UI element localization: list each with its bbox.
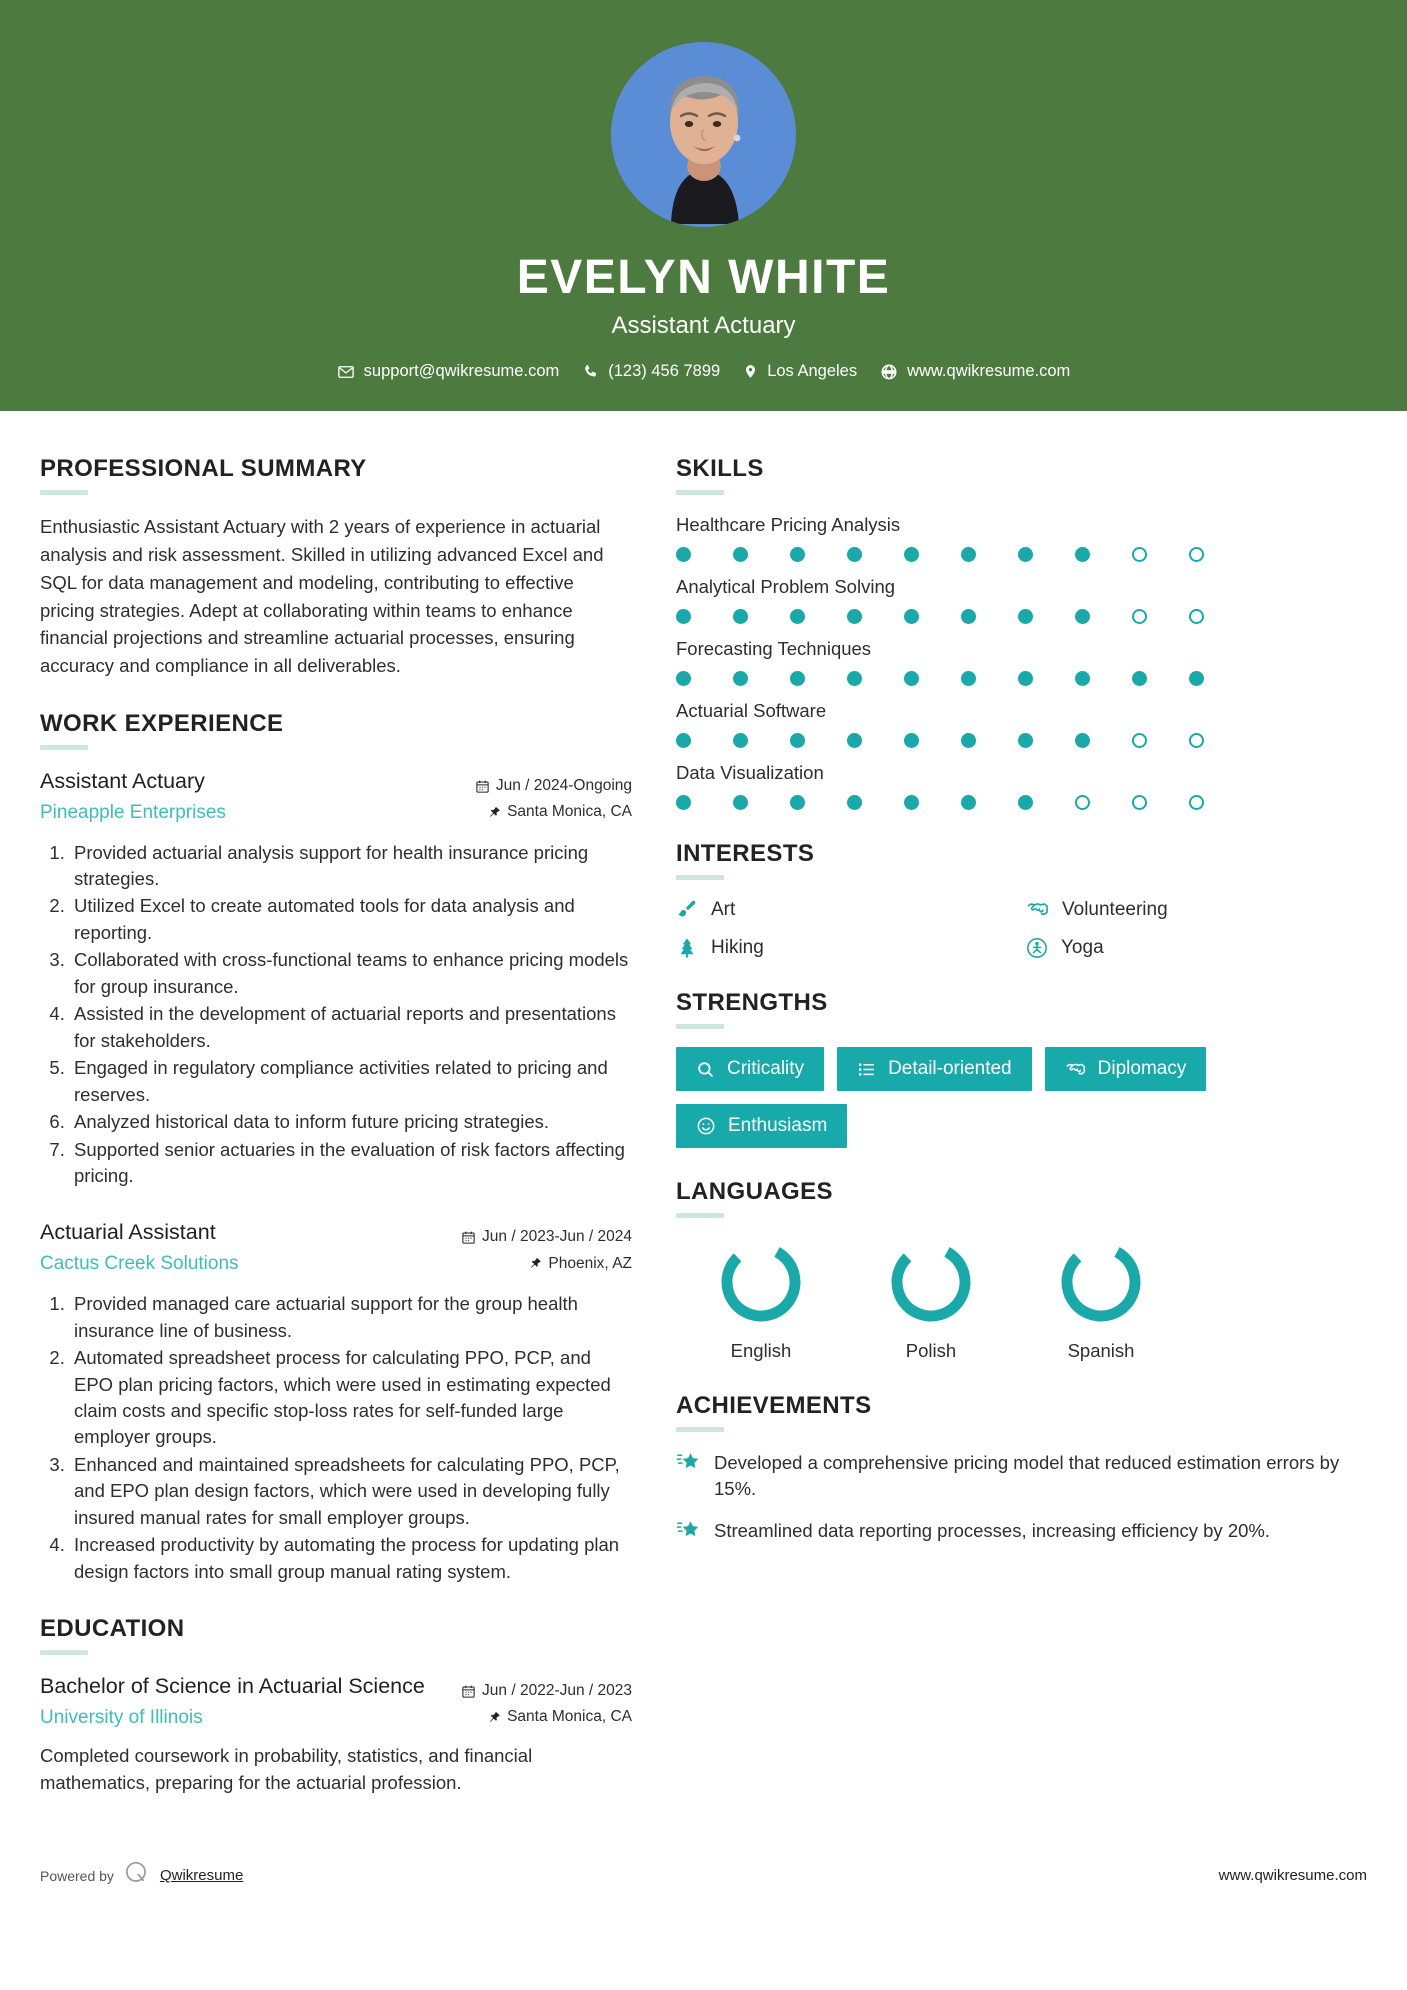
rating-dot-filled (790, 547, 805, 562)
rating-dot-filled (1075, 733, 1090, 748)
rating-dot-filled (961, 733, 976, 748)
language-label: Spanish (1067, 1340, 1135, 1362)
rating-dot-empty (1075, 795, 1090, 810)
strength-label: Enthusiasm (728, 1115, 828, 1137)
rating-dot-filled (904, 547, 919, 562)
skill-rating (676, 547, 1366, 562)
resume-body (0, 411, 1407, 1826)
list-item: 3. Collaborated with cross-functional teams to enhance pricing models for group insurance. (70, 947, 632, 1000)
work-location-row (475, 799, 632, 825)
achievement-text: Developed a comprehensive pricing model that reduced estimation errors by 15%. (714, 1452, 1340, 1500)
skill-label: Healthcare Pricing Analysis (676, 514, 901, 536)
education-dates-row (461, 1678, 632, 1704)
rating-dot-filled (847, 733, 862, 748)
rating-dot-filled (1075, 547, 1090, 562)
education-location: Santa Monica, CA (507, 1708, 632, 1726)
strength-badge-criticality[interactable] (676, 1047, 824, 1091)
work-company[interactable]: Cactus Creek Solutions (40, 1253, 239, 1275)
interest-label: Volunteering (1062, 898, 1168, 920)
work-dates-row (475, 773, 632, 799)
envelope-icon (337, 363, 355, 381)
work-bullets (40, 1291, 632, 1585)
qwikresume-logo-icon (124, 1860, 150, 1891)
language-donut-chart (885, 1236, 977, 1328)
achievement-text: Streamlined data reporting processes, increasing efficiency by 20%. (714, 1520, 1270, 1542)
rating-dot-empty (1132, 609, 1147, 624)
section-underline (676, 490, 724, 495)
job-role-subtitle: Assistant Actuary (611, 312, 796, 340)
list-item: 2. Utilized Excel to create automated tools for data analysis and reporting. (70, 893, 632, 946)
section-achievements (676, 1392, 1366, 1544)
rating-dot-filled (904, 609, 919, 624)
language-item (846, 1236, 1016, 1362)
powered-by-block (40, 1860, 243, 1891)
section-education (40, 1615, 632, 1796)
section-underline (40, 1650, 88, 1655)
avatar (611, 42, 796, 227)
skill-label: Forecasting Techniques (676, 638, 872, 660)
work-bullets (40, 840, 632, 1190)
star-icon (676, 1518, 700, 1542)
rating-dot-empty (1132, 733, 1147, 748)
section-title: LANGUAGES (676, 1178, 833, 1206)
strength-badge-detail-oriented[interactable] (837, 1047, 1032, 1091)
summary-text: Enthusiastic Assistant Actuary with 2 years of experience in actuarial analysis and risk assessment. Skilled in utilizing advanced Excel and SQL for data management and modeling, contributing to effective pricing strategies. Adept at collaborating within teams to enhance financial projections and streamline actuarial processes, ensuring accuracy and compliance in all deliverables. (40, 516, 604, 677)
rating-dot-filled (961, 609, 976, 624)
section-title: SKILLS (676, 455, 764, 483)
interest-item (1026, 898, 1366, 921)
section-interests (676, 840, 1366, 959)
list-item: 2. Automated spreadsheet process for calculating PPO, PCP, and EPO plan pricing factors, which were used in estimating expected claim costs and specific stop-loss rates for self-funded large employer groups. (70, 1345, 632, 1451)
rating-dot-empty (1132, 547, 1147, 562)
rating-dot-filled (1018, 609, 1033, 624)
rating-dot-filled (1075, 671, 1090, 686)
resume-header (0, 0, 1407, 411)
education-location-row (461, 1704, 632, 1730)
interest-label: Hiking (711, 937, 764, 959)
rating-dot-empty (1189, 733, 1204, 748)
rating-dot-empty (1132, 795, 1147, 810)
contact-bar (0, 362, 1407, 381)
work-company[interactable]: Pineapple Enterprises (40, 801, 226, 823)
contact-location-text: Los Angeles (767, 362, 858, 381)
right-column (676, 455, 1366, 1574)
rating-dot-filled (961, 795, 976, 810)
work-dates: Jun / 2024-Ongoing (495, 776, 632, 794)
language-donut-chart (715, 1236, 807, 1328)
education-entry (40, 1673, 632, 1796)
yoga-icon (1026, 937, 1048, 959)
rating-dot-empty (1189, 795, 1204, 810)
rating-dot-filled (790, 671, 805, 686)
rating-dot-filled (733, 733, 748, 748)
skill-item (676, 699, 1366, 748)
section-underline (676, 1024, 724, 1029)
contact-location (743, 362, 857, 381)
calendar-icon (461, 1684, 476, 1699)
education-dates: Jun / 2022-Jun / 2023 (482, 1682, 632, 1700)
page-footer (0, 1834, 1407, 1915)
rating-dot-filled (847, 547, 862, 562)
section-underline (676, 875, 724, 880)
rating-dot-filled (847, 671, 862, 686)
footer-url: www.qwikresume.com (1218, 1867, 1367, 1885)
strength-label: Criticality (727, 1058, 805, 1080)
rating-dot-filled (904, 795, 919, 810)
work-meta (461, 1219, 632, 1277)
skill-rating (676, 671, 1366, 686)
list-item: 6. Analyzed historical data to inform future pricing strategies. (70, 1109, 632, 1135)
skill-label: Analytical Problem Solving (676, 576, 896, 598)
rating-dot-filled (790, 609, 805, 624)
languages-list (676, 1236, 1366, 1362)
language-label: English (730, 1340, 792, 1362)
work-meta (475, 768, 632, 826)
section-title: WORK EXPERIENCE (40, 709, 284, 737)
list-item: 5. Engaged in regulatory compliance activities related to pricing and reserves. (70, 1055, 632, 1108)
tree-icon (676, 937, 698, 959)
section-underline (40, 745, 88, 750)
section-work-experience (40, 710, 632, 1585)
rating-dot-filled (733, 795, 748, 810)
skill-rating (676, 609, 1366, 624)
section-underline (676, 1427, 724, 1432)
rating-dot-filled (1132, 671, 1147, 686)
rating-dot-filled (1018, 547, 1033, 562)
section-underline (676, 1213, 724, 1218)
rating-dot-filled (847, 609, 862, 624)
strength-badge-enthusiasm[interactable] (676, 1104, 847, 1148)
rating-dot-filled (1018, 733, 1033, 748)
contact-website-text: www.qwikresume.com (907, 362, 1071, 381)
skill-item (676, 513, 1366, 562)
smiley-icon (696, 1116, 716, 1136)
handshake-icon (1065, 1059, 1086, 1080)
section-professional-summary (40, 455, 632, 680)
contact-phone[interactable] (582, 362, 720, 381)
language-label: Polish (905, 1340, 957, 1362)
rating-dot-filled (676, 671, 691, 686)
work-entry (40, 1219, 632, 1585)
calendar-icon (475, 779, 490, 794)
work-dates: Jun / 2023-Jun / 2024 (482, 1228, 632, 1246)
work-location-row (461, 1251, 632, 1277)
globe-icon (880, 363, 898, 381)
education-school[interactable]: University of Illinois (40, 1707, 203, 1729)
rating-dot-empty (1189, 609, 1204, 624)
powered-by-label: Powered by (40, 1867, 114, 1884)
rating-dot-filled (1018, 795, 1033, 810)
magnifier-icon (696, 1060, 715, 1079)
section-languages (676, 1178, 1366, 1362)
rating-dot-filled (733, 671, 748, 686)
strength-label: Diplomacy (1097, 1058, 1187, 1080)
contact-email[interactable] (337, 362, 560, 381)
rating-dot-filled (847, 795, 862, 810)
education-meta (461, 1673, 632, 1731)
skill-rating (676, 733, 1366, 748)
work-location: Santa Monica, CA (507, 803, 632, 821)
section-skills (676, 455, 1366, 810)
rating-dot-filled (733, 609, 748, 624)
interest-item (676, 898, 1016, 921)
pin-icon (488, 805, 501, 820)
skill-item (676, 761, 1366, 810)
section-title: PROFESSIONAL SUMMARY (40, 455, 367, 483)
skill-label: Data Visualization (676, 762, 824, 784)
interest-label: Yoga (1061, 937, 1104, 959)
list-item: 4. Increased productivity by automating the process for updating plan design factors into small group manual rating system. (70, 1532, 632, 1585)
skill-item (676, 637, 1366, 686)
page-title: EVELYN WHITE (516, 251, 891, 304)
rating-dot-filled (1075, 609, 1090, 624)
language-donut-chart (1055, 1236, 1147, 1328)
list-item: 4. Assisted in the development of actuarial reports and presentations for stakeholders. (70, 1001, 632, 1054)
rating-dot-filled (1018, 671, 1033, 686)
rating-dot-empty (1189, 547, 1204, 562)
rating-dot-filled (790, 733, 805, 748)
phone-icon (582, 363, 599, 380)
contact-website[interactable] (880, 362, 1070, 381)
work-dates-row (461, 1224, 632, 1250)
language-item (1016, 1236, 1186, 1362)
rating-dot-filled (676, 547, 691, 562)
achievement-item (676, 1518, 1366, 1544)
section-underline (40, 490, 88, 495)
achievement-item (676, 1450, 1366, 1502)
rating-dot-filled (961, 547, 976, 562)
section-title: STRENGTHS (676, 989, 828, 1017)
map-pin-icon (743, 362, 758, 381)
calendar-icon (461, 1230, 476, 1245)
interest-label: Art (711, 898, 736, 920)
handshake-icon (1026, 898, 1049, 921)
section-title: INTERESTS (676, 840, 815, 868)
skill-item (676, 575, 1366, 624)
education-degree: Bachelor of Science in Actuarial Science (40, 1674, 425, 1699)
rating-dot-filled (1189, 671, 1204, 686)
list-item: 1. Provided actuarial analysis support for health insurance pricing strategies. (70, 840, 632, 893)
skills-list (676, 513, 1366, 810)
skill-rating (676, 795, 1366, 810)
interests-grid (676, 898, 1366, 959)
left-column (40, 455, 632, 1826)
rating-dot-filled (676, 609, 691, 624)
language-item (676, 1236, 846, 1362)
skill-label: Actuarial Software (676, 700, 827, 722)
work-entry (40, 768, 632, 1190)
strength-label: Detail-oriented (888, 1058, 1012, 1080)
section-title: ACHIEVEMENTS (676, 1392, 872, 1420)
rating-dot-filled (904, 733, 919, 748)
list-item: 3. Enhanced and maintained spreadsheets for calculating PPO, PCP, and EPO plan design factors, which were used in developing fully insured manual rates for small employer groups. (70, 1452, 632, 1531)
star-icon (676, 1450, 700, 1474)
contact-email-text: support@qwikresume.com (363, 362, 560, 381)
section-title: EDUCATION (40, 1615, 185, 1643)
list-item: 7. Supported senior actuaries in the evaluation of risk factors affecting pricing. (70, 1137, 632, 1190)
interest-item (676, 937, 1016, 959)
paintbrush-icon (676, 899, 698, 921)
rating-dot-filled (733, 547, 748, 562)
qwikresume-brand-link[interactable]: Qwikresume (159, 1867, 244, 1885)
pin-icon (529, 1256, 542, 1271)
list-item: 1. Provided managed care actuarial support for the group health insurance line of business. (70, 1291, 632, 1344)
rating-dot-filled (676, 795, 691, 810)
interest-item (1026, 937, 1366, 959)
work-location: Phoenix, AZ (548, 1254, 632, 1272)
strength-badge-diplomacy[interactable] (1045, 1047, 1207, 1091)
section-strengths (676, 989, 1366, 1148)
rating-dot-filled (790, 795, 805, 810)
strengths-list (676, 1047, 1366, 1148)
work-job-title: Assistant Actuary (40, 768, 205, 793)
work-job-title: Actuarial Assistant (40, 1220, 216, 1245)
rating-dot-filled (676, 733, 691, 748)
rating-dot-filled (961, 671, 976, 686)
pin-icon (488, 1710, 501, 1725)
education-description: Completed coursework in probability, statistics, and financial mathematics, preparing for the actuarial profession. (40, 1744, 533, 1793)
rating-dot-filled (904, 671, 919, 686)
list-icon (857, 1060, 876, 1079)
contact-phone-text: (123) 456 7899 (608, 362, 721, 381)
